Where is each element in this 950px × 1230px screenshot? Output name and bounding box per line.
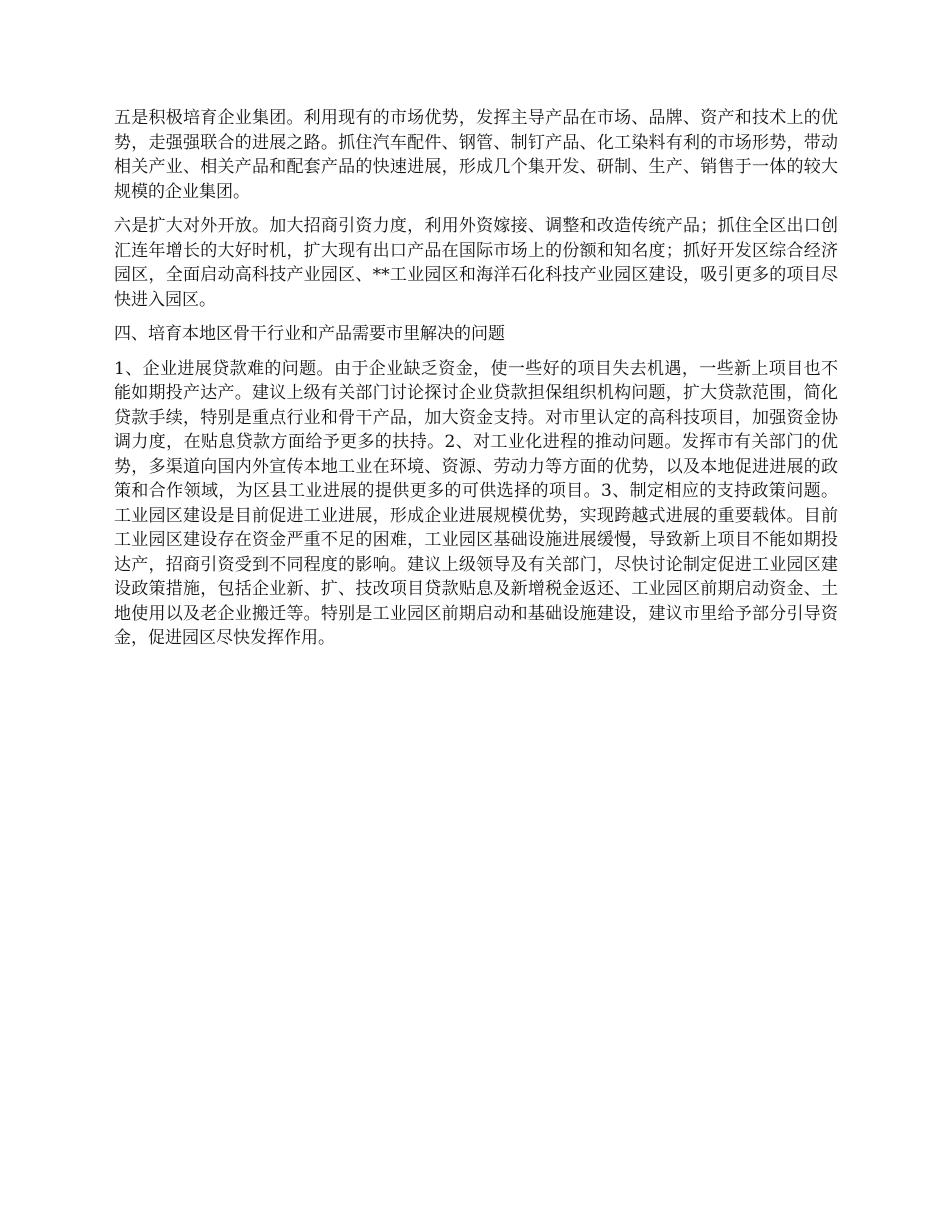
paragraph-issues: 1、企业进展贷款难的问题。由于企业缺乏资金，使一些好的项目失去机遇，一些新上项目也不能如期投产达产。建议上级有关部门讨论探讨企业贷款担保组织机构问题，扩大贷款范围，简化贷款手续，特别是重点行业和骨干产品，加大资金支持。对市里认定的高科技项目，加强资金协调力度，在贴息贷款方面给予更多的扶持。2、对工业化进程的推动问题。发挥市有关部门的优势，多渠道向国内外宣传本地工业在环境、资源、劳动力等方面的优势，以及本地促进进展的政策和合作领域，为区县工业进展的提供更多的可供选择的项目。3、制定相应的支持政策问题。工业园区建设是目前促进工业进展，形成企业进展规模优势，实现跨越式进展的重要载体。目前工业园区建设存在资金严重不足的困难，工业园区基础设施进展缓慢，导致新上项目不能如期投达产，招商引资受到不同程度的影响。建议上级领导及有关部门，尽快讨论制定促进工业园区建设政策措施，包括企业新、扩、技改项目贷款贴息及新增税金返还、工业园区前期启动资金、土地使用以及老企业搬迁等。特别是工业园区前期启动和基础设施建设，建议市里给予部分引导资金，促进园区尽快发挥作用。 <box>114 358 838 648</box>
section-heading: 四、培育本地区骨干行业和产品需要市里解决的问题 <box>114 324 505 344</box>
paragraph-opening-up: 六是扩大对外开放。加大招商引资力度，利用外资嫁接、调整和改造传统产品；抓住全区出口创汇连年增长的大好时机，扩大现有出口产品在国际市场上的份额和知名度；抓好开发区综合经济园区，全面启动高科技产业园区、**工业园区和海洋石化科技产业园区建设，吸引更多的项目尽快进入园区。 <box>114 216 838 310</box>
paragraph-enterprise-groups: 五是积极培育企业集团。利用现有的市场优势，发挥主导产品在市场、品牌、资产和技术上的优势，走强强联合的进展之路。抓住汽车配件、钢管、制钉产品、化工染料有利的市场形势，带动相关产业、相关产品和配套产品的快速进展，形成几个集开发、研制、生产、销售于一体的较大规模的企业集团。 <box>114 108 838 202</box>
